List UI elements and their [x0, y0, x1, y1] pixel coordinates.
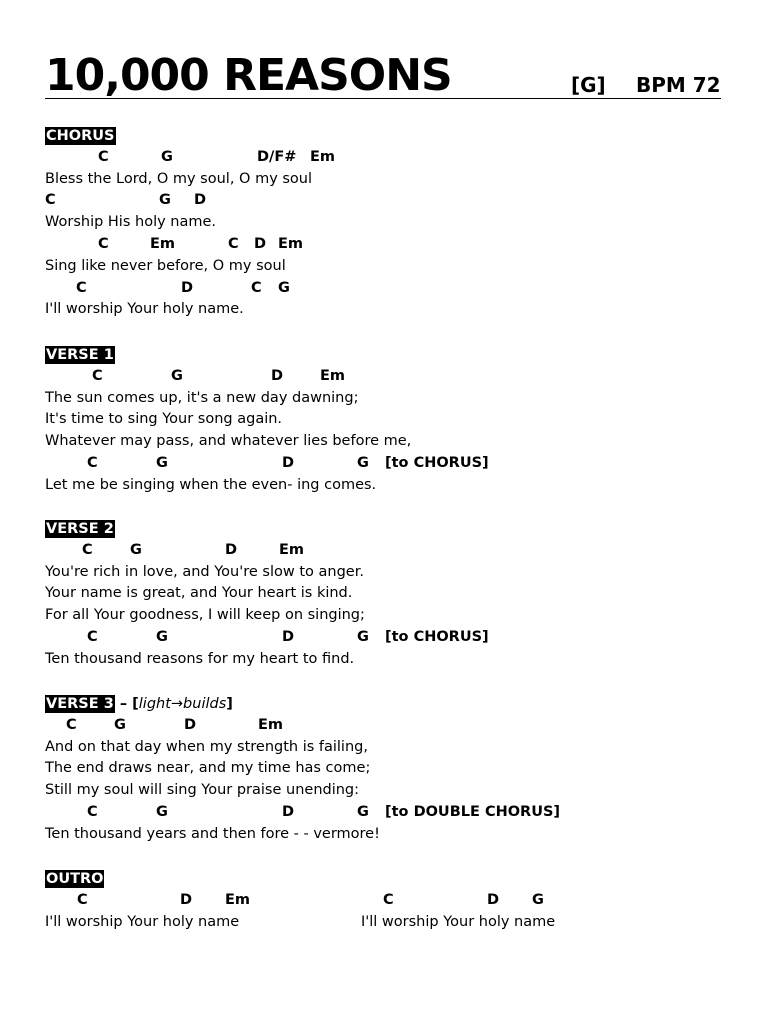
- chord: G: [156, 628, 168, 645]
- chord-line: [45, 802, 745, 824]
- lyric: Your name is great, and Your heart is kind.: [45, 585, 353, 602]
- section-header-line: [45, 125, 745, 147]
- lyric: The end draws near, and my time has come;: [45, 760, 371, 777]
- chord: C: [87, 628, 98, 645]
- chord: G: [159, 192, 171, 209]
- verse1-header: VERSE 1: [46, 347, 114, 363]
- chord: Em: [310, 148, 336, 165]
- lyric: I'll worship Your holy name.: [45, 301, 244, 318]
- lyric: The sun comes up, it's a new day dawning;: [45, 389, 359, 406]
- song-bpm: BPM 72: [636, 73, 721, 97]
- chord: G: [171, 367, 183, 384]
- chord: D: [487, 891, 500, 908]
- lyric-line: [45, 475, 745, 497]
- chord-line: [45, 234, 745, 256]
- note-italic: light→builds: [138, 696, 227, 712]
- chord-line: [45, 190, 745, 212]
- lyric: It's time to sing Your song again.: [45, 411, 283, 428]
- lyric-line: [45, 649, 745, 671]
- section-tag: [to DOUBLE CHORUS]: [385, 803, 561, 820]
- chord: C: [92, 367, 103, 384]
- outro-header: OUTRO: [46, 871, 104, 887]
- chord: C: [45, 192, 56, 209]
- chord: Em: [279, 541, 305, 558]
- chorus-header: CHORUS: [46, 128, 115, 144]
- chord: D/F#: [257, 148, 297, 165]
- chord: C: [251, 279, 262, 296]
- lyric-line: [45, 256, 745, 278]
- chord: D: [282, 628, 295, 645]
- chord: G: [357, 803, 369, 820]
- section-tag: [to CHORUS]: [385, 454, 489, 471]
- lyric-line: [45, 212, 745, 234]
- verse3-section: [45, 693, 745, 846]
- lyric-line: [45, 299, 745, 321]
- chord: C: [82, 541, 93, 558]
- section-header-line: [45, 868, 745, 890]
- chord: C: [98, 235, 109, 252]
- song-title: 10,000 REASONS: [45, 50, 452, 101]
- chord: C: [87, 454, 98, 471]
- lyric-line: [45, 583, 745, 605]
- chord: C: [98, 148, 109, 165]
- lyric: Bless the Lord, O my soul, O my soul: [45, 170, 313, 187]
- lyric: Ten thousand years and then fore - - vermore!: [45, 825, 380, 842]
- chord: Em: [225, 891, 251, 908]
- lyric: Sing like never before, O my soul: [45, 257, 286, 274]
- chord: D: [271, 367, 284, 384]
- lyric-line: [45, 388, 745, 410]
- section-tag: [to CHORUS]: [385, 628, 489, 645]
- chord: G: [532, 891, 544, 908]
- chord: C: [228, 235, 239, 252]
- chord-line: [45, 540, 745, 562]
- chord-line: [45, 453, 745, 475]
- lyric-line: [45, 780, 745, 802]
- chord: D: [282, 803, 295, 820]
- lyric: You're rich in love, and You're slow to anger.: [45, 563, 364, 580]
- verse3-header: VERSE 3: [46, 696, 114, 712]
- chord: D: [254, 235, 267, 252]
- chord: C: [383, 891, 394, 908]
- chord: D: [181, 279, 194, 296]
- chord: Em: [258, 716, 284, 733]
- chord: C: [76, 279, 87, 296]
- chord: D: [282, 454, 295, 471]
- lyric: And on that day when my strength is failing,: [45, 738, 368, 755]
- lyric-line: [45, 912, 745, 934]
- chord: D: [225, 541, 238, 558]
- chord-line: [45, 278, 745, 300]
- chord: D: [180, 891, 193, 908]
- chord: G: [114, 716, 126, 733]
- lyric-line: [45, 824, 745, 846]
- chord: G: [156, 803, 168, 820]
- chord: Em: [150, 235, 176, 252]
- section-header-line: [45, 518, 745, 540]
- verse3-note: [115, 696, 233, 712]
- lyric: Worship His holy name.: [45, 214, 217, 231]
- chord: G: [357, 454, 369, 471]
- chord: C: [87, 803, 98, 820]
- chord: Em: [320, 367, 346, 384]
- note-suffix: ]: [226, 696, 233, 712]
- lyric-line: [45, 431, 745, 453]
- title-divider: [45, 98, 721, 99]
- lyric-line: [45, 169, 745, 191]
- verse1-section: [45, 344, 745, 497]
- chord-line: [45, 715, 745, 737]
- lyric-line: [45, 562, 745, 584]
- chord: C: [66, 716, 77, 733]
- chord: G: [161, 148, 173, 165]
- chord: G: [156, 454, 168, 471]
- chord-line: [45, 890, 745, 912]
- chord: C: [77, 891, 88, 908]
- outro-section: [45, 868, 745, 933]
- section-header-line: [45, 344, 745, 366]
- verse2-header: VERSE 2: [46, 521, 114, 537]
- chord: Em: [278, 235, 304, 252]
- lyric: Ten thousand reasons for my heart to find.: [45, 650, 355, 667]
- chord: G: [278, 279, 290, 296]
- chorus-section: [45, 125, 745, 321]
- lyric-line: [45, 605, 745, 627]
- lyric-line: [45, 409, 745, 431]
- lyric: For all Your goodness, I will keep on singing;: [45, 607, 365, 624]
- chord-line: [45, 366, 745, 388]
- chord: D: [184, 716, 197, 733]
- lyric-line: [45, 737, 745, 759]
- lyric: Still my soul will sing Your praise unending:: [45, 782, 360, 799]
- song-key: [G]: [571, 73, 606, 97]
- verse2-section: [45, 518, 745, 671]
- lyric-line: [45, 758, 745, 780]
- chord: D: [194, 192, 207, 209]
- chord-line: [45, 147, 745, 169]
- section-header-line: [45, 693, 745, 715]
- lyric: I'll worship Your holy name: [45, 913, 240, 930]
- lyric: Let me be singing when the even- ing comes.: [45, 476, 377, 493]
- chord: G: [130, 541, 142, 558]
- chord-line: [45, 627, 745, 649]
- lyric: I'll worship Your holy name: [361, 913, 556, 930]
- chord: G: [357, 628, 369, 645]
- note-prefix: – [: [114, 696, 139, 712]
- lyric: Whatever may pass, and whatever lies before me,: [45, 433, 412, 450]
